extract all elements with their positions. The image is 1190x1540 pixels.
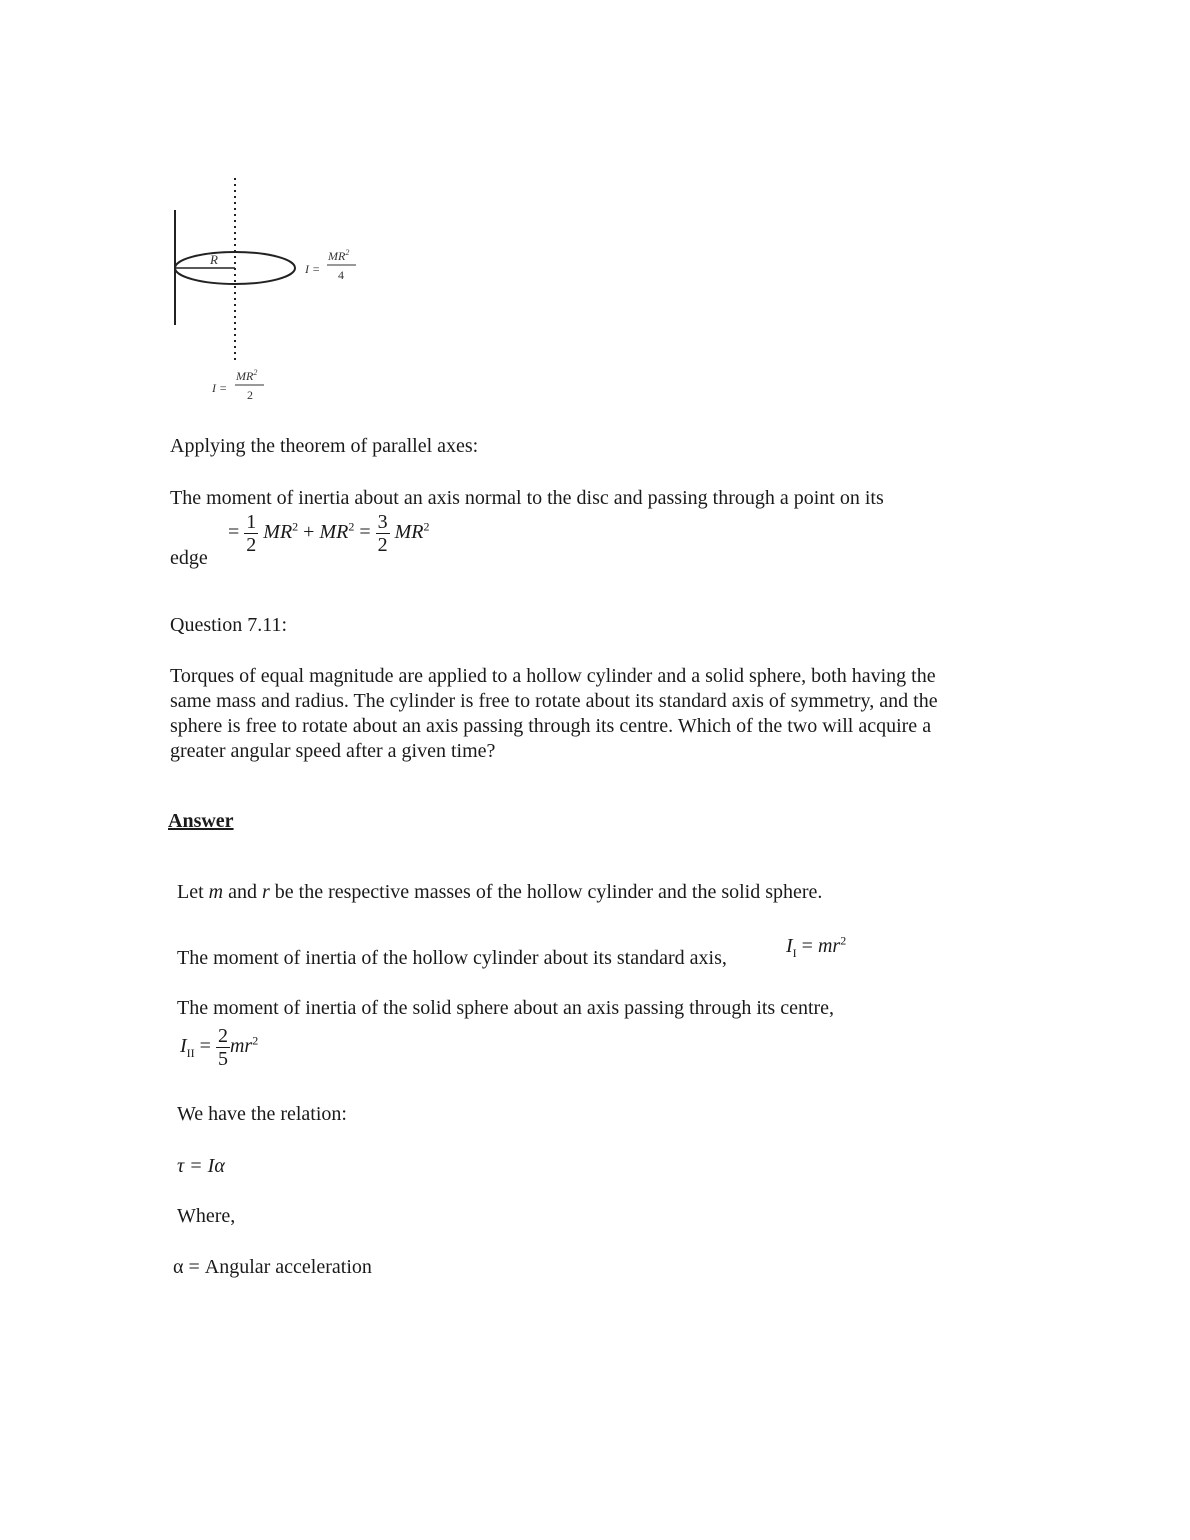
fraction-half: $\frac{1}{2}$ bbox=[246, 511, 257, 556]
moment-line-text: The moment of inertia about an axis normal to the disc and passing through a point on its bbox=[170, 487, 884, 509]
edge-formula-den: 4 bbox=[338, 268, 344, 282]
edge-word: edge bbox=[170, 547, 208, 569]
radius-label: R bbox=[210, 252, 218, 267]
axis-formula-den: 2 bbox=[247, 388, 253, 402]
cylinder-line: The moment of inertia of the hollow cylinder about its standard axis, bbox=[177, 947, 727, 969]
axis-formula-num: $MR^2$ bbox=[236, 368, 258, 383]
edge-formula-lhs: I = bbox=[305, 262, 321, 276]
axis-formula-lhs: I = bbox=[212, 381, 228, 395]
let-line: Let m and r be the respective masses of the hollow cylinder and the solid sphere. bbox=[177, 881, 823, 903]
fraction-three-halves: $\frac{3}{2}$ bbox=[377, 511, 388, 556]
sphere-line: The moment of inertia of the solid sphere about an axis passing through its centre, bbox=[177, 997, 835, 1019]
alpha-line: α = Angular acceleration bbox=[173, 1256, 372, 1278]
disc-figure bbox=[160, 170, 390, 420]
answer-heading: Answer bbox=[168, 810, 234, 832]
edge-equation: = $\frac{1}{2}$ $MR^2 + MR^2$ = $\frac{3}{2}$ $MR^2$ bbox=[228, 511, 430, 556]
where-line: Where, bbox=[177, 1205, 236, 1227]
question-body: Torques of equal magnitude are applied to a hollow cylinder and a solid sphere, both having the same mass and radius. The cylinder is free to rotate about its standard axis of symmetry, and the sphere is free to rotate about an axis passing through its centre. Which of the two will acquire a greater angular speed after a given time? bbox=[170, 665, 938, 762]
question-title: Question 7.11: bbox=[170, 614, 288, 636]
tau-equation: τ = Iα bbox=[177, 1155, 225, 1177]
relation-line: We have the relation: bbox=[177, 1103, 347, 1125]
parallel-axes-text: Applying the theorem of parallel axes: bbox=[170, 435, 479, 457]
sphere-equation: $I_{II}$ = $\frac{2}{5}$ $mr^2$ bbox=[180, 1025, 259, 1070]
edge-formula-num: $MR^2$ bbox=[328, 248, 350, 263]
cylinder-equation: $I_I = mr^2$ bbox=[786, 933, 847, 960]
fraction-two-fifths: $\frac{2}{5}$ bbox=[217, 1025, 228, 1070]
